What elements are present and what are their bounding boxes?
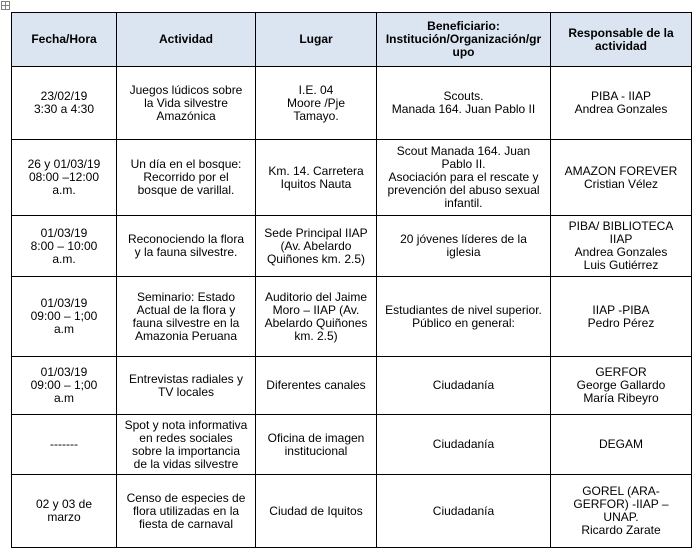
cell-actividad: Seminario: Estado Actual de la flora y fauna silvestre en la Amazonia Peruana xyxy=(117,277,256,357)
cell-actividad: Spot y nota informativa en redes sociales sobre la importancia de la vidas silvestre xyxy=(117,415,256,475)
cell-beneficiario: Scout Manada 164. Juan Pablo II. Asociación para el rescate y prevención del abuso sexual infantil. xyxy=(377,140,551,216)
cell-beneficiario: Scouts. Manada 164. Juan Pablo II xyxy=(377,67,551,140)
header-row xyxy=(12,13,692,67)
cell-actividad: Censo de especies de flora utilizadas en la fiesta de carnaval xyxy=(117,475,256,548)
cell-actividad: Juegos lúdicos sobre la Vida silvestre Amazónica xyxy=(117,67,256,140)
cell-responsable: PIBA/ BIBLIOTECA IIAP Andrea Gonzales Luis Gutiérrez xyxy=(551,216,692,277)
cell-responsable: IIAP -PIBA Pedro Pérez xyxy=(551,277,692,357)
header-lugar: Lugar xyxy=(256,13,377,67)
cell-actividad: Un día en el bosque: Recorrido por el bosque de varillal. xyxy=(117,140,256,216)
cell-responsable: PIBA - IIAP Andrea Gonzales xyxy=(551,67,692,140)
cell-fecha: 23/02/19 3:30 a 4:30 xyxy=(12,67,117,140)
cell-fecha: 01/03/19 09:00 – 1;00 a.m xyxy=(12,277,117,357)
table-row xyxy=(12,475,692,548)
cell-lugar: Diferentes canales xyxy=(256,357,377,415)
cell-lugar: Km. 14. Carretera Iquitos Nauta xyxy=(256,140,377,216)
cell-beneficiario: 20 jóvenes líderes de la iglesia xyxy=(377,216,551,277)
table-row xyxy=(12,277,692,357)
activities-table xyxy=(11,12,692,548)
table-row xyxy=(12,140,692,216)
table-row xyxy=(12,357,692,415)
cell-fecha: 01/03/19 8:00 – 10:00 a.m. xyxy=(12,216,117,277)
cell-fecha: ------- xyxy=(12,415,117,475)
header-responsable: Responsable de la actividad xyxy=(551,13,692,67)
cell-fecha: 02 y 03 de marzo xyxy=(12,475,117,548)
cell-beneficiario: Estudiantes de nivel superior. Público en general: xyxy=(377,277,551,357)
cell-actividad: Entrevistas radiales y TV locales xyxy=(117,357,256,415)
cell-responsable: GOREL (ARA- GERFOR) -IIAP – UNAP. Ricardo Zarate xyxy=(551,475,692,548)
cell-actividad: Reconociendo la flora y la fauna silvestre. xyxy=(117,216,256,277)
table-row xyxy=(12,67,692,140)
header-beneficiario: Beneficiario: Institución/Organización/gr upo xyxy=(377,13,551,67)
cell-beneficiario: Ciudadanía xyxy=(377,357,551,415)
header-fecha-hora: Fecha/Hora xyxy=(12,13,117,67)
table-row xyxy=(12,415,692,475)
cell-beneficiario: Ciudadanía xyxy=(377,475,551,548)
cell-responsable: AMAZON FOREVER Cristian Vélez xyxy=(551,140,692,216)
cell-fecha: 01/03/19 09:00 – 1;00 a.m xyxy=(12,357,117,415)
cell-fecha: 26 y 01/03/19 08:00 –12:00 a.m. xyxy=(12,140,117,216)
cell-lugar: Ciudad de Iquitos xyxy=(256,475,377,548)
table-move-handle-icon[interactable] xyxy=(1,1,10,10)
header-actividad: Actividad xyxy=(117,13,256,67)
cell-responsable: DEGAM xyxy=(551,415,692,475)
cell-responsable: GERFOR George Gallardo María Ribeyro xyxy=(551,357,692,415)
cell-lugar: Auditorio del Jaime Moro – IIAP (Av. Abelardo Quiñones km. 2.5) xyxy=(256,277,377,357)
cell-lugar: Sede Principal IIAP (Av. Abelardo Quiñones km. 2.5) xyxy=(256,216,377,277)
cell-beneficiario: Ciudadanía xyxy=(377,415,551,475)
cell-lugar: Oficina de imagen institucional xyxy=(256,415,377,475)
cell-lugar: I.E. 04 Moore /Pje Tamayo. xyxy=(256,67,377,140)
table-row xyxy=(12,216,692,277)
